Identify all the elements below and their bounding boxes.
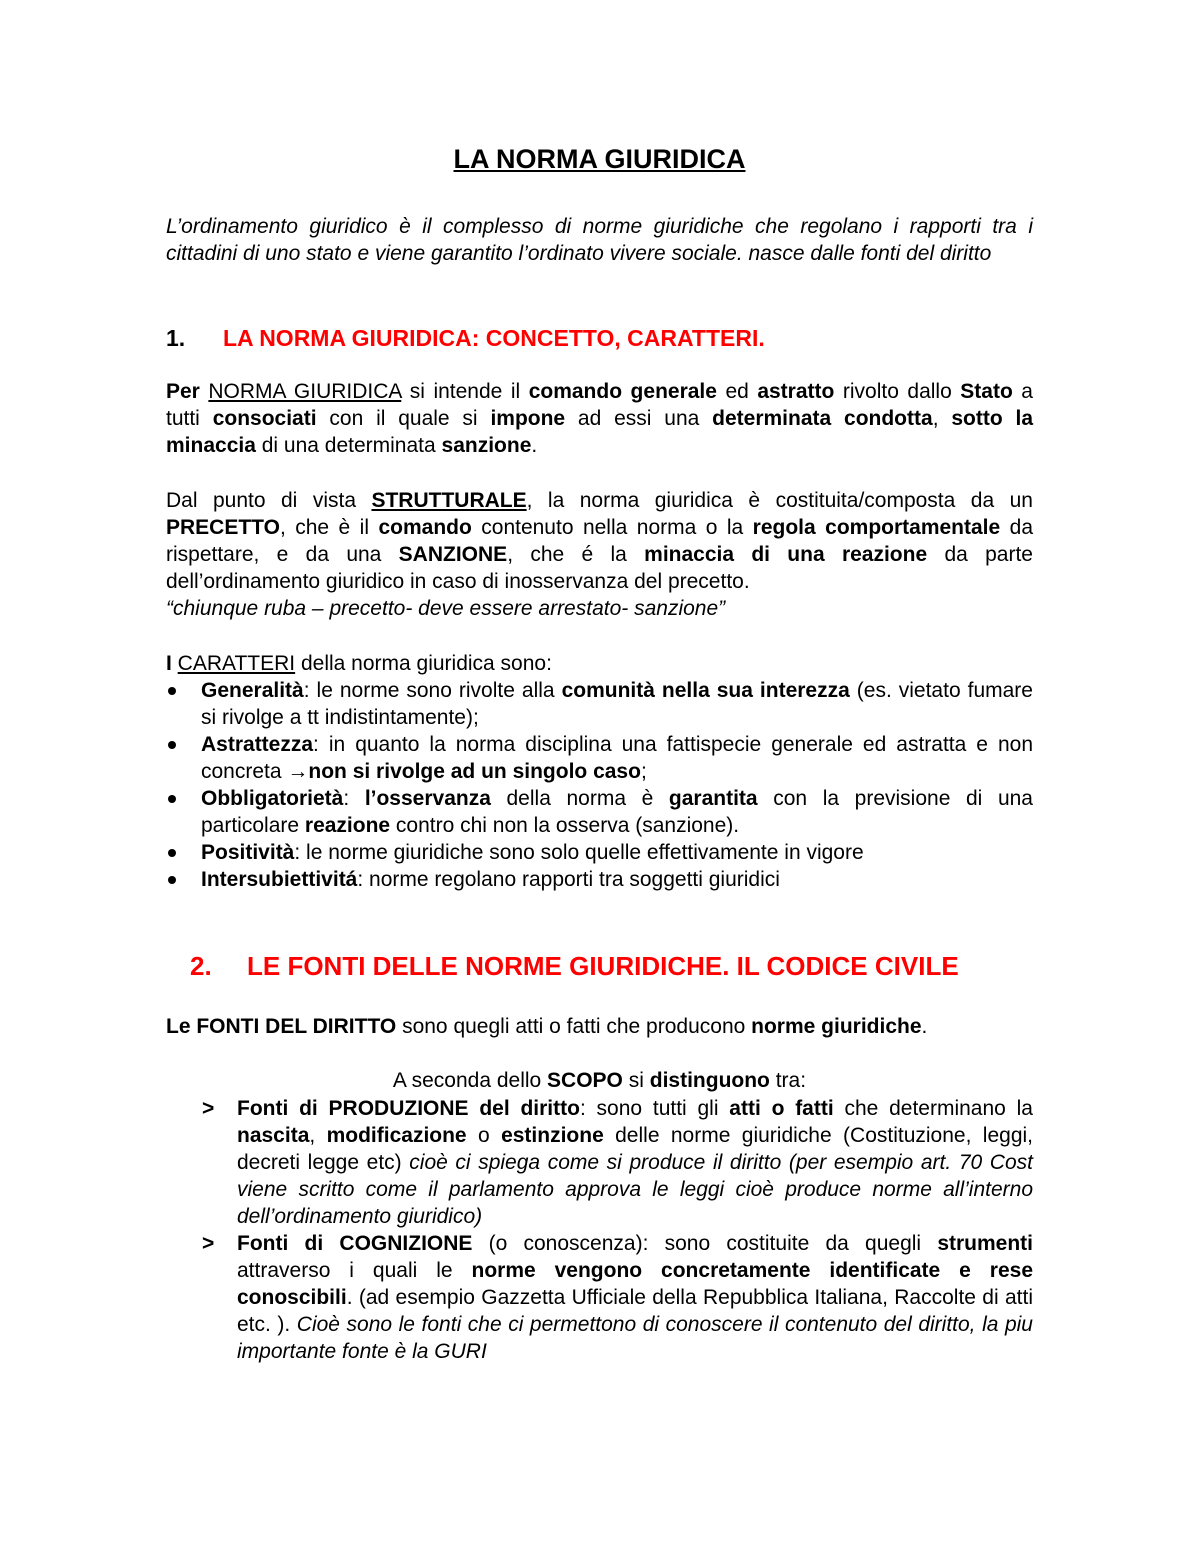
definition-paragraph: Per NORMA GIURIDICA si intende il comando generale ed astratto rivolto dallo Stato a tutti consociati con il quale si impone ad essi una determinata condotta, sotto la minaccia di una determinata sanzione. bbox=[166, 380, 1034, 457]
fonti-paragraph: Le FONTI DEL DIRITTO sono quegli atti o fatti che producono norme giuridiche. bbox=[166, 1015, 928, 1038]
bullet-icon bbox=[168, 687, 176, 695]
list-item: Generalità: le norme sono rivolte alla comunità nella sua interezza (es. vietato fumare si rivolge a tt indistintamente); bbox=[166, 677, 1033, 731]
bullet-icon bbox=[168, 795, 176, 803]
arrow-marker-icon: > bbox=[202, 1097, 215, 1120]
bullet-icon bbox=[168, 849, 176, 857]
section-1-heading: 1. LA NORMA GIURIDICA: CONCETTO, CARATTERI. bbox=[166, 322, 1033, 354]
fonti-list bbox=[166, 1095, 1033, 1365]
section-1-number: 1. bbox=[166, 325, 186, 351]
example-quote: “chiunque ruba – precetto- deve essere arrestato- sanzione” bbox=[166, 597, 726, 620]
arrow-marker-icon: > bbox=[202, 1232, 215, 1255]
section-1-title: LA NORMA GIURIDICA: CONCETTO, CARATTERI bbox=[223, 325, 759, 351]
list-item: Astrattezza: in quanto la norma disciplina una fattispecie generale ed astratta e non concreta →non si rivolge ad un singolo caso; bbox=[166, 731, 1033, 785]
section-2-number: 2. bbox=[190, 951, 212, 981]
caratteri-intro: I CARATTERI della norma giuridica sono: bbox=[166, 652, 552, 675]
bullet-icon bbox=[168, 741, 176, 749]
list-item: > Fonti di COGNIZIONE (o conoscenza): sono costituite da quegli strumenti attraverso i quali le norme vengono concretamente identificate e rese conoscibili. (ad esempio Gazzetta Ufficiale della Repubblica Italiana, Raccolte di atti etc. ). Cioè sono le fonti che ci permettono di conoscere il contenuto del diritto, la piu importante fonte è la GURI bbox=[202, 1232, 1033, 1363]
list-item: Positività: le norme giuridiche sono solo quelle effettivamente in vigore bbox=[166, 839, 1033, 866]
page-title: LA NORMA GIURIDICA bbox=[453, 144, 746, 174]
bullet-icon bbox=[168, 876, 176, 884]
scopo-paragraph: A seconda dello SCOPO si distinguono tra: bbox=[392, 1069, 807, 1092]
caratteri-list bbox=[166, 677, 1033, 893]
section-2-title: LE FONTI DELLE NORME GIURIDICHE. IL CODICE CIVILE bbox=[247, 951, 959, 981]
structure-paragraph: Dal punto di vista STRUTTURALE, la norma giuridica è costituita/composta da un PRECETTO, che è il comando contenuto nella norma o la regola comportamentale da rispettare, e da una SANZIONE, che é la minaccia di una reazione da parte dell’ordinamento giuridico in caso di inosservanza del precetto. “chiunque ruba – precetto- deve essere arrestato- sanzione” bbox=[166, 489, 1033, 620]
section-2-heading bbox=[190, 950, 1033, 982]
intro-paragraph: L’ordinamento giuridico è il complesso di norme giuridiche che regolano i rapporti tra i cittadini di uno stato e viene garantito l’ordinato vivere sociale. nasce dalle fonti del diritto bbox=[166, 215, 1033, 265]
list-item: > Fonti di PRODUZIONE del diritto: sono tutti gli atti o fatti che determinano la nascita, modificazione o estinzione delle norme giuridiche (Costituzione, leggi, decreti legge etc) cioè ci spiega come si produce il diritto (per esempio art. 70 Cost viene scritto come il parlamento approva le leggi cioè produce norme all’interno dell’ordinamento giuridico) bbox=[202, 1097, 1033, 1228]
list-item: Intersubiettivitá: norme regolano rapporti tra soggetti giuridici bbox=[166, 866, 1033, 893]
list-item: Obbligatorietà: l’osservanza della norma è garantita con la previsione di una particolare reazione contro chi non la osserva (sanzione). bbox=[166, 785, 1033, 839]
